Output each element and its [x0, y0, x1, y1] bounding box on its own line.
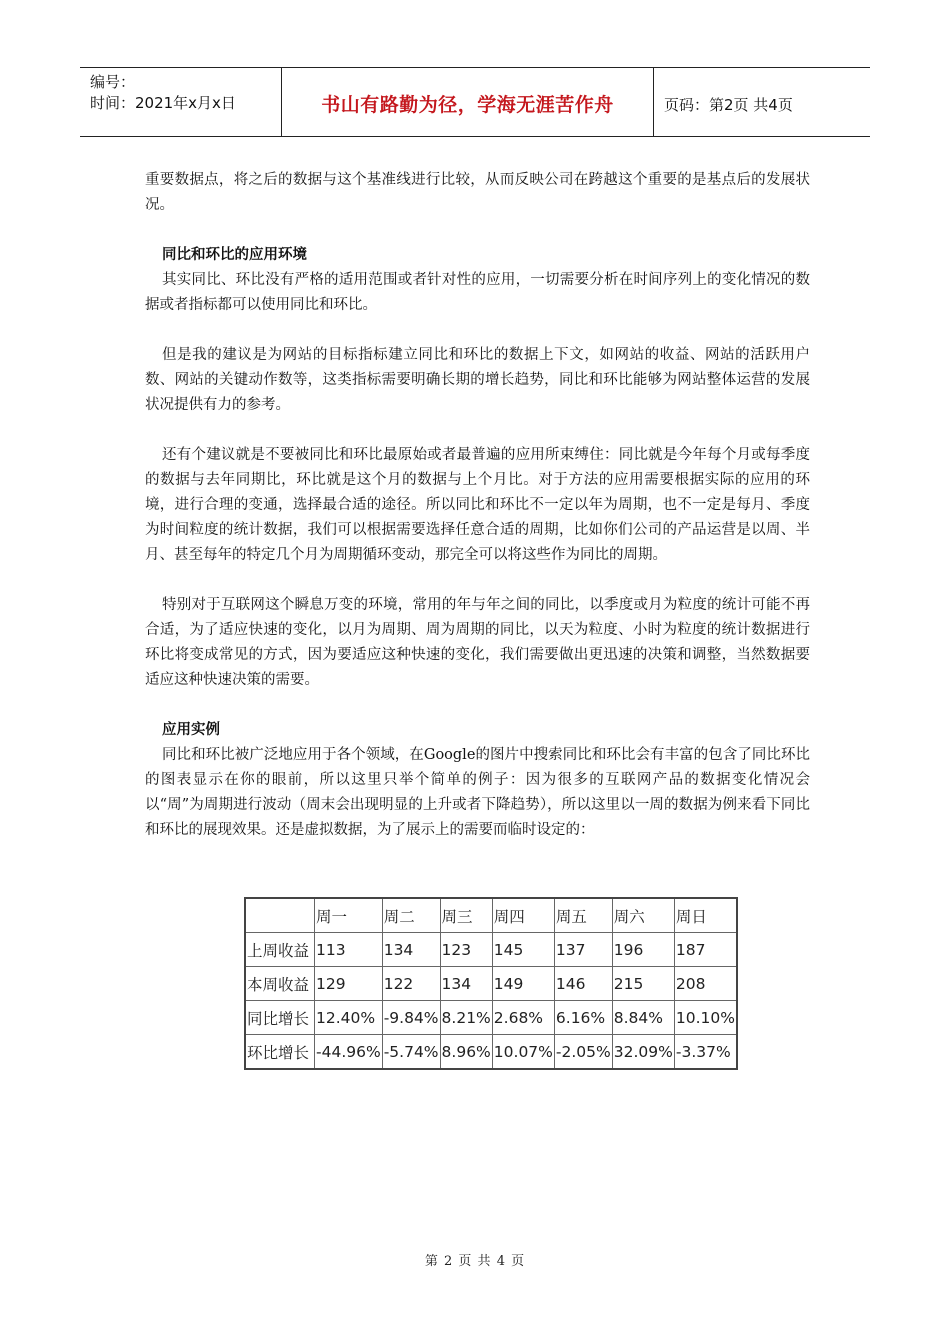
- table-row: [245, 1035, 737, 1070]
- row-label: 本周收益: [245, 967, 315, 1001]
- table-header-row: [245, 898, 737, 933]
- row-label: 同比增长: [245, 1001, 315, 1035]
- table-cell: 8.21%: [440, 1001, 492, 1035]
- document-time-label: 时间：2021年x月x日: [90, 94, 236, 112]
- page-header: [80, 67, 870, 137]
- table-row: [245, 933, 737, 967]
- header-divider: [653, 68, 654, 137]
- table-cell: 145: [492, 933, 554, 967]
- table-header-cell: [245, 898, 315, 933]
- table-header-cell: 周二: [382, 898, 440, 933]
- table-cell: 146: [554, 967, 612, 1001]
- table-header-cell: 周三: [440, 898, 492, 933]
- table-cell: 32.09%: [612, 1035, 674, 1070]
- row-label: 环比增长: [245, 1035, 315, 1070]
- page-footer: 第 2 页 共 4 页: [424, 1254, 526, 1269]
- table-row: [245, 967, 737, 1001]
- table-row: [245, 1001, 737, 1035]
- table-cell: 123: [440, 933, 492, 967]
- table-header-cell: 周五: [554, 898, 612, 933]
- table-header-cell: 周日: [674, 898, 737, 933]
- table-cell: 129: [315, 967, 383, 1001]
- table-cell: -9.84%: [382, 1001, 440, 1035]
- table-cell: -5.74%: [382, 1035, 440, 1070]
- document-body: [145, 168, 810, 843]
- table-header-cell: 周六: [612, 898, 674, 933]
- row-label: 上周收益: [245, 933, 315, 967]
- table-cell: 6.16%: [554, 1001, 612, 1035]
- table-cell: 10.10%: [674, 1001, 737, 1035]
- table-cell: 196: [612, 933, 674, 967]
- section-heading: 同比和环比的应用环境: [162, 247, 307, 263]
- table-cell: 137: [554, 933, 612, 967]
- table-cell: 113: [315, 933, 383, 967]
- table-cell: 8.84%: [612, 1001, 674, 1035]
- table-cell: 149: [492, 967, 554, 1001]
- table-cell: -3.37%: [674, 1035, 737, 1070]
- document-number-label: 编号：: [90, 73, 136, 91]
- paragraph: 重要数据点，将之后的数据与这个基准线进行比较，从而反映公司在跨越这个重要的是基点后的发展状况。: [145, 172, 810, 213]
- paragraph: 还有个建议就是不要被同比和环比最原始或者最普遍的应用所束缚住：同比就是今年每个月或每季度的数据与去年同期比，环比就是这个月的数据与上个月比。对于方法的应用需要根据实际的应用的环境，进行合理的变通，选择最合适的途径。所以同比和环比不一定以年为周期，也不一定是每月、季度为时间粒度的统计数据，我们可以根据需要选择任意合适的周期，比如你们公司的产品运营是以周、半月、甚至每年的特定几个月为周期循环变动，那完全可以将这些作为同比的周期。: [145, 447, 810, 563]
- section-heading: 应用实例: [162, 722, 220, 738]
- table-cell: 208: [674, 967, 737, 1001]
- table-cell: 2.68%: [492, 1001, 554, 1035]
- data-table: [244, 897, 738, 1070]
- paragraph: 其实同比、环比没有严格的适用范围或者针对性的应用，一切需要分析在时间序列上的变化情况的数据或者指标都可以使用同比和环比。: [145, 272, 810, 313]
- table-cell: -2.05%: [554, 1035, 612, 1070]
- data-table-wrapper: [244, 897, 738, 1070]
- table-cell: 12.40%: [315, 1001, 383, 1035]
- paragraph: 特别对于互联网这个瞬息万变的环境，常用的年与年之间的同比，以季度或月为粒度的统计可能不再合适，为了适应快速的变化，以月为周期、周为周期的同比，以天为粒度、小时为粒度的统计数据进行环比将变成常见的方式，因为要适应这种快速的变化，我们需要做出更迅速的决策和调整，当然数据要适应这种快速决策的需要。: [145, 597, 810, 688]
- table-cell: 134: [440, 967, 492, 1001]
- table-cell: 215: [612, 967, 674, 1001]
- table-cell: 8.96%: [440, 1035, 492, 1070]
- header-motto: 书山有路勤为径，学海无涯苦作舟: [321, 94, 614, 116]
- table-cell: 10.07%: [492, 1035, 554, 1070]
- table-header-cell: 周四: [492, 898, 554, 933]
- table-header-cell: 周一: [315, 898, 383, 933]
- header-meta: [90, 72, 236, 114]
- table-cell: -44.96%: [315, 1035, 383, 1070]
- header-page-number: 页码：第2页 共4页: [664, 96, 793, 114]
- paragraph: 同比和环比被广泛地应用于各个领域，在Google的图片中搜索同比和环比会有丰富的包含了同比环比的图表显示在你的眼前，所以这里只举个简单的例子：因为很多的互联网产品的数据变化情况会以“周”为周期进行波动（周末会出现明显的上升或者下降趋势），所以这里以一周的数据为例来看下同比和环比的展现效果。还是虚拟数据，为了展示上的需要而临时设定的：: [145, 747, 810, 838]
- table-cell: 122: [382, 967, 440, 1001]
- paragraph: 但是我的建议是为网站的目标指标建立同比和环比的数据上下文，如网站的收益、网站的活跃用户数、网站的关键动作数等，这类指标需要明确长期的增长趋势，同比和环比能够为网站整体运营的发展状况提供有力的参考。: [145, 347, 810, 413]
- table-cell: 187: [674, 933, 737, 967]
- table-cell: 134: [382, 933, 440, 967]
